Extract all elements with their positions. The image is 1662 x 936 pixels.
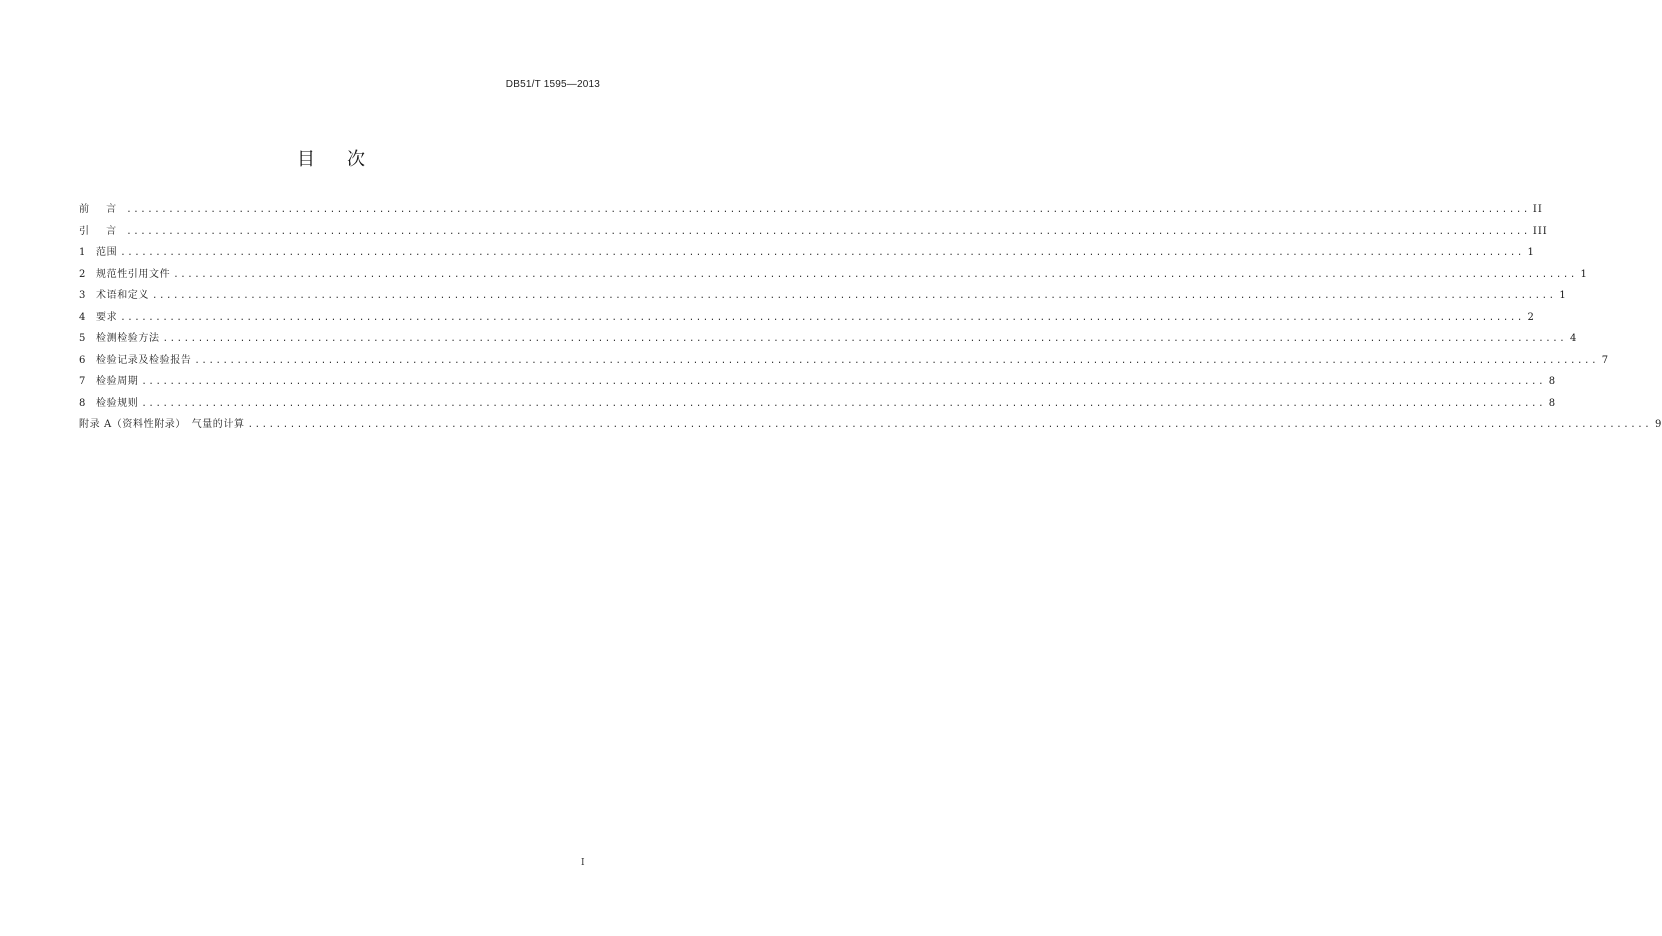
table-of-contents: [79, 199, 1662, 436]
toc-title-char-1: 目: [297, 149, 315, 170]
toc-entry-page: 1: [1559, 290, 1567, 301]
toc-leader-dots: ........................................................................................................................................................................................................: [194, 355, 1599, 366]
toc-entry-label: 规范性引用文件: [96, 268, 171, 280]
toc-entry-number: 7: [79, 376, 86, 387]
toc-leader-dots: ........................................................................................................................................................................................................: [141, 377, 1546, 387]
toc-entry-page: 8: [1548, 376, 1557, 387]
toc-entry-page: 1: [1580, 268, 1588, 280]
toc-leader-dots: ........................................................................................................................................................................................................: [141, 398, 1546, 409]
toc-entry-label: 检验周期: [96, 376, 139, 387]
toc-leader-dots: ........................................................................................................................................................................................................: [120, 248, 1524, 258]
toc-entry[interactable]: [79, 350, 1610, 372]
toc-title-char-2: 次: [347, 149, 365, 170]
toc-title: [0, 145, 662, 171]
toc-leader-dots: ........................................................................................................................................................................................................: [126, 226, 1530, 237]
toc-entry-label: 引 言: [79, 225, 124, 237]
toc-leader-dots: ........................................................................................................................................................................................................: [120, 312, 1524, 323]
toc-entry[interactable]: [79, 285, 1567, 307]
toc-entry-page: II: [1532, 204, 1543, 215]
toc-entry-number: 1: [79, 247, 86, 258]
toc-entry-page: III: [1532, 225, 1548, 237]
toc-entry-label: 术语和定义: [96, 290, 149, 301]
document-code: DB51/T 1595—2013: [505, 79, 600, 90]
toc-entry-label: 要求: [96, 311, 118, 323]
toc-entry-number: 3: [79, 290, 86, 301]
toc-entry-label: 检测检验方法: [96, 333, 160, 344]
toc-leader-dots: ........................................................................................................................................................................................................: [126, 205, 1530, 215]
toc-entry-number: 6: [79, 354, 86, 366]
toc-entry-label: 范围: [96, 247, 118, 258]
toc-entry-label: 前 言: [79, 204, 124, 215]
toc-leader-dots: ........................................................................................................................................................................................................: [152, 291, 1556, 301]
toc-entry-page: 4: [1569, 333, 1578, 344]
toc-entry[interactable]: [79, 221, 1548, 243]
toc-entry-page: 7: [1601, 354, 1610, 366]
toc-entry[interactable]: [79, 414, 1662, 436]
toc-entry-number: 2: [79, 268, 86, 280]
toc-leader-dots: ........................................................................................................................................................................................................: [173, 269, 1577, 280]
toc-entry[interactable]: [79, 328, 1578, 350]
toc-entry-page: 1: [1527, 247, 1535, 258]
toc-entry-page: 8: [1548, 397, 1557, 409]
page-number: I: [581, 858, 585, 868]
toc-leader-dots: ........................................................................................................................................................................................................: [162, 334, 1567, 344]
toc-entry-number: 4: [79, 311, 86, 323]
toc-entry[interactable]: [79, 393, 1557, 415]
toc-entry[interactable]: [79, 199, 1543, 221]
toc-entry-label: 检验规则: [96, 397, 139, 409]
toc-entry-page: 2: [1527, 311, 1535, 323]
toc-entry-number: 8: [79, 397, 86, 409]
toc-entry[interactable]: [79, 371, 1557, 393]
toc-entry-label: 附录 A（资料性附录） 气量的计算: [79, 419, 245, 430]
toc-leader-dots: ........................................................................................................................................................................................................: [247, 420, 1652, 430]
toc-entry[interactable]: [79, 242, 1535, 264]
toc-entry-page: 9: [1654, 419, 1662, 430]
toc-entry[interactable]: [79, 307, 1535, 329]
toc-entry-label: 检验记录及检验报告: [96, 354, 192, 366]
toc-entry[interactable]: [79, 264, 1588, 286]
toc-entry-number: 5: [79, 333, 86, 344]
